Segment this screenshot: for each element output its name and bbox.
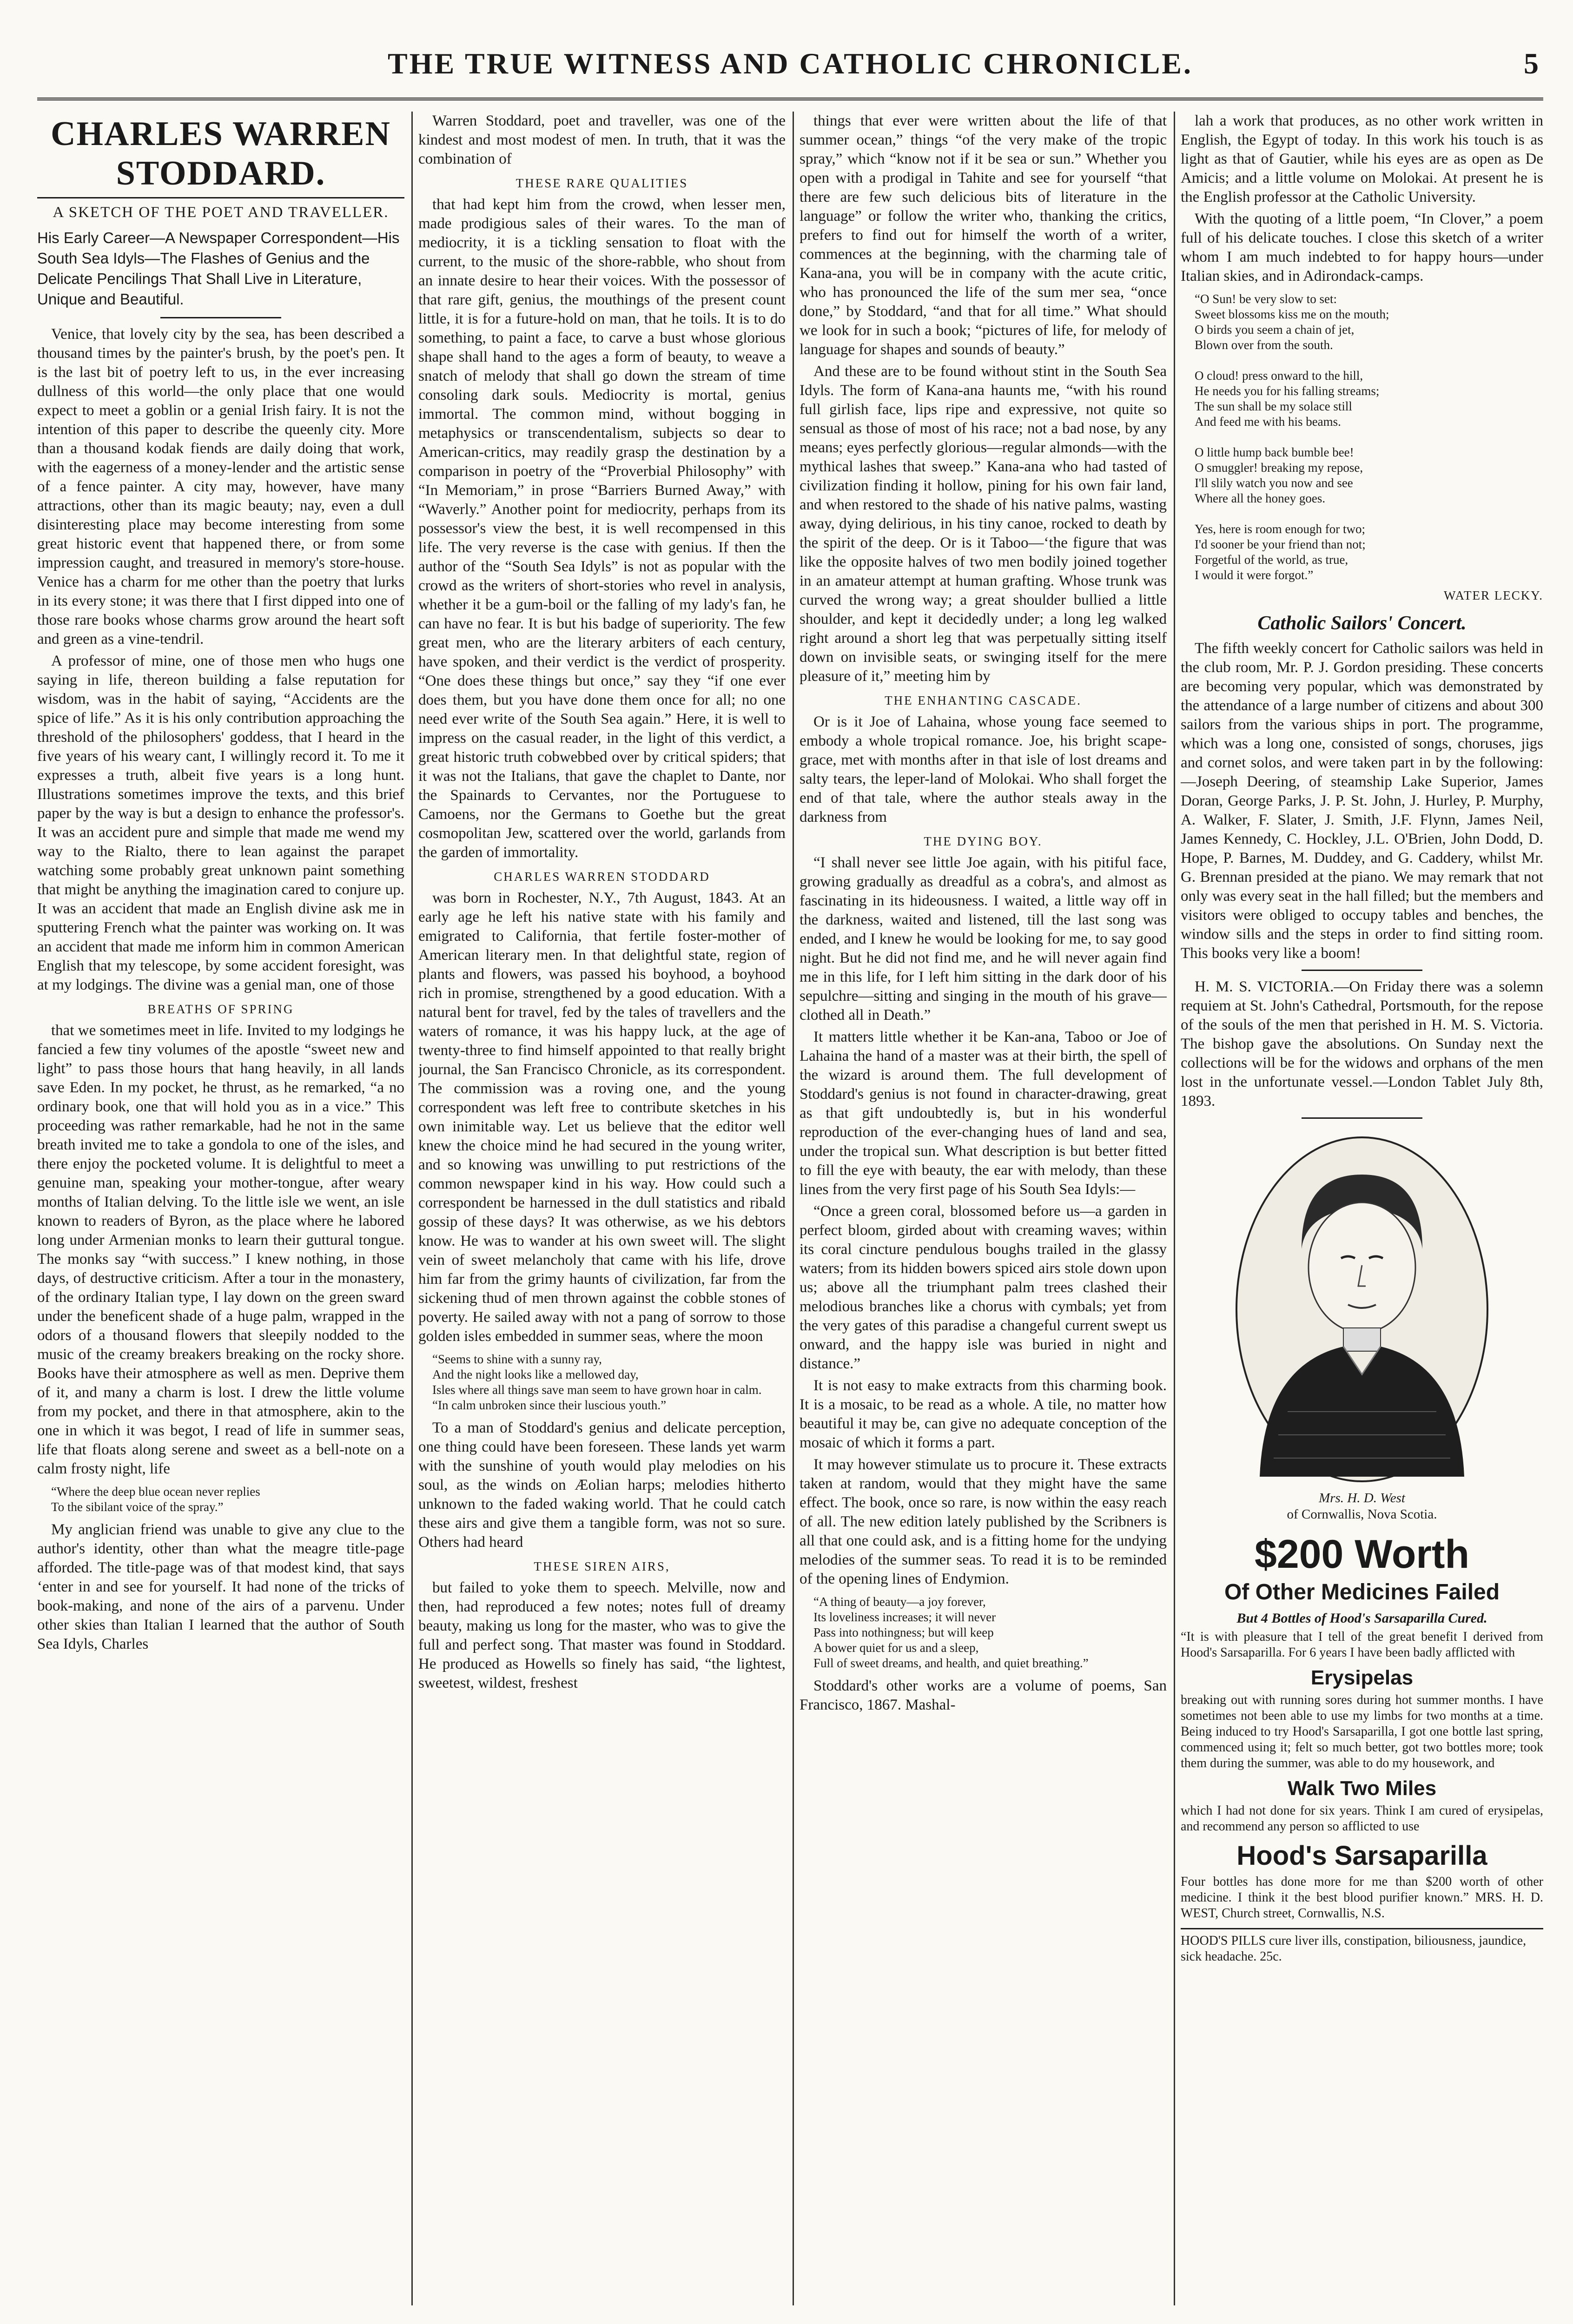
concert-title: Catholic Sailors' Concert. <box>1257 613 1467 634</box>
verse-quote: “A thing of beauty—a joy forever, Its loveliness increases; it will never Pass into nothingness; but will keep A bower quiet for us and a sleep, Full of sweet dreams, and health, and quiet breathing.” <box>813 1595 1089 1670</box>
section-heading: CHARLES WARREN STODDARD <box>494 870 710 884</box>
article-paragraph: “I shall never see little Joe again, with his pitiful face, growing gradually as dreadful as a cobra's, and almost as fascinating in its hideousness. I waited, a little way off in the darkness, waited and listened, till the last song was ended, and I knew he would be looking for me, to say good night. But he did not find me, and he will never again find me in this life, for I left him sitting in the dark door of his sepulchre—sitting and singing in the mouth of his grave—clothed all in Death.” <box>800 854 1167 1023</box>
verse-quote: “O Sun! be very slow to set: Sweet blossoms kiss me on the mouth; O birds you seem a chain of jet, Blown over from the south. O cloud! press onward to the hill, He needs you for his falling streams; The sun shall be my solace still And feed me with his beams. O little hump back bumble bee! O smuggler! breaking my repose, I'll slily watch you now and see Where all the honey goes. Yes, here is room enough for two; I'd sooner be your friend than not; Forgetful of the world, as true, I would it were forgot.” <box>1195 292 1389 582</box>
section-heading: THESE SIREN AIRS, <box>534 1559 670 1573</box>
article-paragraph: To a man of Stoddard's genius and delicate perception, one thing could have been foreseen. These lands yet warm with the sunshine of youth would play melodies on his soul, as the winds on Æolian harps; melodies hitherto unknown to the faded waking world. That he could catch these airs and give them a tangible form, was not so sure. Others had heard <box>418 1419 786 1551</box>
ad-footer: HOOD'S PILLS cure liver ills, constipation, biliousness, jaundice, sick headache. 25c. <box>1181 1928 1543 1965</box>
article-paragraph: that we sometimes meet in life. Invited to my lodgings he fancied a few tiny volumes of the apostle “sweet new and light” to pass those hours that hang heavily, in all lands save Eden. In my pocket, he thrust, as he remarked, “a no ordinary book, one that will hold you as in a vice.” This proceeding was rather remarkable, had he not in the same breath invited me to take a gondola to one of the isles, and there enjoy the pocketed volume. It is delightful to meet a genuine man, speaking your mother-tongue, after weary months of Italian delving. To the little isle we went, an isle known to readers of Byron, as the place where he labored long under Armenian monks to learn their guttural tongue. The monks say “with success.” I knew nothing, in those days, of destructive criticism. After a tour in the monastery, of the ordinary Italian type, I lay down on the green sward under the beneficent shade of a huge palm, wrapped in the odors of a thousand flowers that sleepily nodded to the music of the creamy breakers breaking on the rocky shore. Books have their atmosphere as well as men. Deprive them of it, and many a charm is lost. I drew the little volume from my pocket, and there in that atmosphere, akin to the one in which it was begot, I read of life in summer seas, life that floats along serene and sweet as a bell-note on a calm frosty night, life <box>37 1022 404 1477</box>
masthead-title: THE TRUE WITNESS AND CATHOLIC CHRONICLE. <box>388 47 1193 80</box>
section-heading: BREATHS OF SPRING <box>147 1002 294 1016</box>
verse-quote: “Where the deep blue ocean never replies To the sibilant voice of the spray.” <box>51 1485 260 1514</box>
article-paragraph: lah a work that produces, as no other work written in English, the Egypt of today. In this work his touch is as light as that of Gautier, while his eyes are as open as De Amicis; and a little volume on Molokai. At present he is the English professor at the Catholic University. <box>1181 112 1543 205</box>
column-1 <box>37 112 404 2305</box>
column-rule <box>793 112 794 2305</box>
article-paragraph: things that ever were written about the life of that summer ocean,” things “of the very make of the tropic spray,” which “know not if it be sea or sun.” Whether you open with a prodigal in Tahite and see for yourself “that there are few such delicious bits of literature in the language” or follow the writer who, thanking the critics, prefers to find out for himself the worth of a writer, commences at the beginning, with the charming tale of Kana-ana, you will be in company with the acute critic, who has pronounced the life of the sum mer sea, “once done,” by Stoddard, “and that for all time.” What should we look for in such a book; “pictures of life, for melody of language for shapes and sounds of beauty.” <box>800 112 1167 358</box>
article-subhead: A SKETCH OF THE POET AND TRAVELLER. <box>53 204 389 221</box>
masthead <box>37 28 1543 100</box>
woman-portrait-icon <box>1232 1133 1492 1486</box>
page-number: 5 <box>1524 47 1539 80</box>
ad-body: Four bottles has done more for me than $200 worth of other medicine. I think it the best blood purifier known.” MRS. H. D. WEST, Church street, Cornwallis, N.S. <box>1181 1875 1543 1921</box>
ad-body: breaking out with running sores during hot summer months. I have sometimes not been able to use my limbs for two months at a time. Being induced to try Hood's Sarsaparilla, I got one bottle last spring, commenced using it; felt so much better, got two bottles more; took them during the summer, was able to do my housework, and <box>1181 1693 1543 1770</box>
article-paragraph: but failed to yoke them to speech. Melville, now and then, had reproduced a few notes; notes full of dreamy beauty, making us long for the master, who was to give the full and perfect song. That master was found in Stoddard. He produced as Howells so finely has said, “the lightest, sweetest, wildest, freshest <box>418 1579 786 1691</box>
article-paragraph: And these are to be found without stint in the South Sea Idyls. The form of Kana-ana haunts me, “with his round full girlish face, lips ripe and expressive, not quite so sensual as those of most of his race; not a bad nose, by any means; eyes perfectly glorious—regular almonds—with the mythical lashes that sweep.” Kana-ana who had tasted of civilization finding it hollow, pining for his own fair land, and when restored to the shade of his native palms, wasting away, dying delirious, in his tiny canoe, rocked to death by the spirit of the deep. Or is it Taboo—‘the figure that was like the opposite halves of two men bodily joined together in an amateur attempt at human grafting. Whose trunk was curved the wrong way; a great shoulder bullied a little shoulder, and kept it decidedly under; a long leg walked right around a short leg that was perpetually sitting itself down on invisible seats, or swinging itself for the mere pleasure of it,” meeting him by <box>800 363 1167 685</box>
article-paragraph: It matters little whether it be Kan-ana, Taboo or Joe of Lahaina the hand of a master was at their birth, the spell of the wizard is around them. The full development of Stoddard's genius is not found in character-drawing, great as that gift undoubtedly is, but in his wonderful reproduction of the ever-changing hues of land and sea, under the tropical sun. What description is but better fitted to fill the eye with beauty, the ear with melody, than these lines from the very first page of his South Sea Idyls:— <box>800 1029 1167 1198</box>
article-paragraph: My anglician friend was unable to give any clue to the author's identity, other than what the meagre title-page afforded. The title-page was of that modest kind, that says ‘enter in and see for yourself. It had none of the tricks of book-making, and none of the airs of a parvenu. Under other skies than Italian I learned that the author of South Sea Idyls, Charles <box>37 1521 404 1652</box>
victoria-notice: H. M. S. VICTORIA.—On Friday there was a solemn requiem at St. John's Cathedral, Portsmouth, for the repose of the souls of the men that perished in H. M. S. Victoria. The bishop gave the absolutions. On Sunday next the collections will be for the widows and orphans of the men lost in the unfortunate vessel.—London Tablet July 8th, 1893. <box>1181 978 1543 1109</box>
article-paragraph: Stoddard's other works are a volume of poems, San Francisco, 1867. Mashal- <box>800 1677 1167 1713</box>
article-paragraph: that had kept him from the crowd, when lesser men, made prodigious sales of their wares. To the man of mediocrity, it is a tickling sensation to float with the current, to the music of the shore-rabble, who shout from an innate desire to hear their voices. With the possessor of that rare gift, genius, the mouthings of the present count little, it is for a future-hold on man, that he toils. It is to do something, to paint a face, to carve a bust whose glorious shape shall hand to the ages a form of beauty, to weave a snatch of melody that shall go down the stream of time consoling dark souls. Mediocrity is mortal, genius immortal. The common mind, without bogging in metaphysics or transcendentalism, subjects so dear to American-critics, may readily grasp the destination by a comparison in poetry of the “Proverbial Philosophy” with “In Memoriam,” in prose “Barriers Burned Away,” with “Waverly.” Another point for mediocrity, perhaps from its possessor's view the best, it is well recompensed in this life. The very reverse is the case with genius. If then the author of the “South Sea Idyls” is not as popular with the crowd as the writers of short-stories who revel in analysis, whether it be a gum-boil or the falling of my lady's fan, he can have no fear. It is but his badge of superiority. The few great men, who are the literary arbiters of each century, have spoken, and their verdict is the verdict of prosperity. “One does these things but once,” say they “if one ever does them, but you have done them once for all; no one need ever write of the South Sea again.” Here, it is well to impress on the casual reader, in the light of this verdict, a great historic truth cobwebbed over by critical spiders; that it was not the Italians, that gave the chaplet to Dante, nor the Spainards to Cervantes, nor the Portuguese to Camoens, nor the Germans to Goethe but the great cosmopolitan Jew, scattered over the world, garlands from the garden of immortality. <box>418 196 786 861</box>
article-paragraph: With the quoting of a little poem, “In Clover,” a poem full of his delicate touches. I close this sketch of a writer whom I am much indebted to for happy hours—under Italian skies, and in Adirondack-camps. <box>1181 211 1543 284</box>
ad-product-name: Hood's Sarsaparilla <box>1236 1841 1487 1871</box>
ad-body: which I had not done for six years. Think I am cured of erysipelas, and recommend any person so afflicted to use <box>1181 1803 1543 1834</box>
portrait-caption-place: of Cornwallis, Nova Scotia. <box>1287 1507 1437 1522</box>
column-2 <box>418 112 786 2305</box>
article-deck: His Early Career—A Newspaper Correspondent—His South Sea Idyls—The Flashes of Genius and the Delicate Pencilings That Shall Live in Literature, Unique and Beautiful. <box>37 229 400 308</box>
article-paragraph: It is not easy to make extracts from this charming book. It is a mosaic, to be read as a whole. A tile, no matter how beautiful it may be, can give no adequate conception of the mosaic of which it forms a part. <box>800 1377 1167 1451</box>
ad-subhead: Walk Two Miles <box>1287 1777 1437 1800</box>
portrait-caption-name: Mrs. H. D. West <box>1319 1491 1405 1505</box>
column-rule <box>1174 112 1175 2305</box>
newspaper-page <box>37 28 1543 2305</box>
article-paragraph: Or is it Joe of Lahaina, whose young face seemed to embody a whole tropical romance. Joe, his bright scape-grace, met with months after in that isle of lost dreams and salty tears, the leper-land of Molokai. Who shall forget the end of that tale, where the author steals away in the darkness from <box>800 713 1167 825</box>
ad-headline: $200 Worth <box>1255 1532 1469 1577</box>
section-heading: THE DYING BOY. <box>924 834 1043 848</box>
article-paragraph: Venice, that lovely city by the sea, has been described a thousand times by the painter's brush, by the poet's pen. It is the last bit of poetry left to us, in the ever increasing dullness of this world—the only place that one would expect to meet a goblin or a genial Irish fairy. It is not the intention of this paper to describe the queenly city. More than a thousand kodak fiends are daily doing that work, with the eagerness of a money-lender and the artistic sense of a fence painter. A city may, however, have many attractions, other than its magic beauty; nay, even a dull disinteresting place may become interesting from some great historic event that happened there, or from some impression caught, and treasured in memory's store-house. Venice has a charm for me other than the poetry that lurks in its every stone; it was there that I first dipped into one of those rare books whose charms grow around the heart soft and green as a vine-tendril. <box>37 326 404 647</box>
article-paragraph: was born in Rochester, N.Y., 7th August, 1843. At an early age he left his native state with his family and emigrated to California, that fertile foster-mother of American literary men. In that delightful state, region of plants and flowers, was passed his boyhood, a boyhood rich in promise, strengthened by a good education. With a natural bent for travel, fed by the tales of travellers and the waters of romance, it was his happy luck, at the age of twenty-three to find himself appointed to that really bright journal, the San Francisco Chronicle, as its correspondent. The commission was a roving one, and the young correspondent was left free to contribute sketches in his own inimitable way. Let us believe that the editor well knew the choice mind he had secured in the young writer, and so knowing was unwilling to put restrictions of the common newspaper kind in his way. How could such a correspondent be harnessed in the dull statistics and ribald gossip of these days? It was otherwise, as we his debtors know. He was to wander at his own sweet will. The slight vein of sweet melancholy that came with his life, drove him far from the grimy haunts of civilization, far from the sickening thud of men thrown against the cobble stones of poverty. He sailed away with not a pang of sorrow to those golden isles embedded in summer seas, where the moon <box>418 890 786 1345</box>
portrait-illustration <box>1232 1133 1492 1486</box>
divider <box>1302 970 1422 971</box>
ad-subheadline: Of Other Medicines Failed <box>1224 1580 1500 1604</box>
verse-quote: “Seems to shine with a sunny ray, And the night looks like a mellowed day, Isles where all things save man seem to have grown hoar in calm. “In calm unbroken since their luscious youth.” <box>432 1352 762 1412</box>
article-signature: WATER LECKY. <box>1443 588 1543 602</box>
section-heading: THESE RARE QUALITIES <box>516 176 688 190</box>
article-paragraph: It may however stimulate us to procure it. These extracts taken at random, would that they might have the same effect. The book, once so rare, is now within the easy reach of all. The new edition lately published by the Scribners is all that one could ask, and is a fitting home for the undying melodies of the summer seas. To read it is to be reminded of the opening lines of Endymion. <box>800 1456 1167 1587</box>
column-rule <box>411 112 413 2305</box>
article-paragraph: Warren Stoddard, poet and traveller, was one of the kindest and most modest of men. In truth, that it was the combination of <box>418 112 786 167</box>
ad-subhead: Erysipelas <box>1310 1666 1414 1689</box>
concert-body: The fifth weekly concert for Catholic sailors was held in the club room, Mr. P. J. Gordon presiding. These concerts are becoming very popular, which was demonstrated by the attendance of a large number of citizens and about 300 sailors from the various ships in port. The programme, which was a long one, consisted of songs, choruses, jigs and cornet solos, and were taken part in by the following:—Joseph Deering, of steamship Lake Superior, James Doran, George Parks, J. P. St. John, J. Hurley, P. Murphy, A. Walker, F. Slater, J. Smith, J.F. Flynn, James Neil, James Kennedy, C. Hockley, J.L. O'Brien, John Dodd, D. Hope, P. Barnes, M. Duddey, and G. Caddery, whilst Mr. G. Brennan presided at the piano. We may remark that not only was every seat in the hall filled; but the members and visitors were obliged to occupy tables and benches, the window sills and the steps in order to find sitting room. This books very like a boom! <box>1181 640 1543 962</box>
ad-body: “It is with pleasure that I tell of the great benefit I derived from Hood's Sarsaparilla. For 6 years I have been badly afflicted with <box>1181 1630 1543 1660</box>
article-paragraph: “Once a green coral, blossomed before us—a garden in perfect bloom, girded about with creaming waves; within its coral cincture pendulous boughs trailed in the glassy waters; from its hidden bowers spiced airs stole down upon us; above all the triumphant palm trees clashed their melodious branches like a chorus with cymbals; yet from the very gates of this paradise a changeful current swept us onward, and the happy isle was buried in night and distance.” <box>800 1203 1167 1372</box>
article-paragraph: A professor of mine, one of those men who hugs one saying in life, thereon building a false reputation for wisdom, was in the habit of saying, “Accidents are the spice of life.” As it is his only contribution approaching the threshold of the philosophers' goddess, that I heard in the five years of his weary cant, I willingly record it. To me it expresses a truth, albeit five years is a long hunt. Illustrations sometimes improve the texts, and this brief paper by the way is but a design to enhance the professor's. It was an accident pure and simple that made me wend my way to the Rialto, there to lean against the parapet watching some probably great unknown paint something that might be anything the imagination cared to conjure up. It was an accident that made an English divine ask me in sputtering French what the painter was working on. It was an accident that made me inform him in common American English that my telescope, by some accident foresight, was at my lodgings. The divine was a genial man, one of those <box>37 653 404 993</box>
column-4 <box>1181 112 1543 2305</box>
article-headline: CHARLES WARREN STODDARD. <box>37 114 404 198</box>
column-3 <box>800 112 1167 2305</box>
ad-tagline: But 4 Bottles of Hood's Sarsaparilla Cured. <box>1236 1611 1487 1626</box>
divider <box>160 317 281 318</box>
divider <box>1302 1117 1422 1119</box>
section-heading: THE ENHANTING CASCADE. <box>885 693 1082 707</box>
